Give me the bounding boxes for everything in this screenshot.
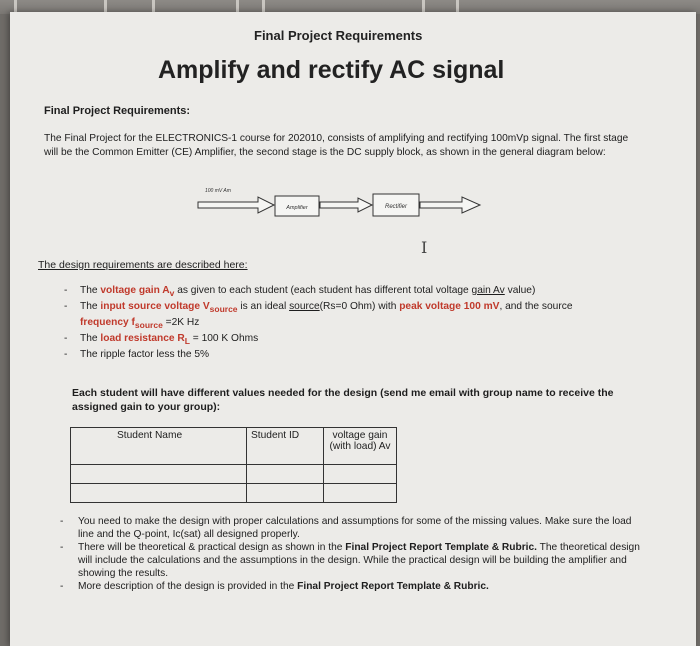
document-page[interactable] bbox=[10, 12, 696, 646]
arrow-output bbox=[420, 197, 480, 213]
header-voltage-gain: voltage gain (with load) Av bbox=[324, 428, 397, 465]
table-row bbox=[71, 484, 397, 503]
amplifier-box bbox=[275, 196, 319, 216]
design-requirements-heading: The design requirements are described here: bbox=[38, 259, 248, 271]
table-cell[interactable] bbox=[247, 465, 324, 484]
amplifier-label: Amplifier bbox=[286, 205, 308, 211]
intro-paragraph: The Final Project for the ELECTRONICS-1 course for 202010, consists of amplifying and rectifying 100mVp signal. The first stage will be the Common Emitter (CE) Amplifier, the second stage is the DC supply block, as shown in the general diagram below: bbox=[44, 133, 629, 158]
header-student-name: Student Name bbox=[71, 428, 247, 465]
table-cell[interactable] bbox=[71, 484, 247, 503]
table-cell[interactable] bbox=[71, 465, 247, 484]
top-title: Final Project Requirements bbox=[254, 28, 423, 43]
ruler-tick bbox=[14, 0, 17, 12]
ruler-tick bbox=[104, 0, 107, 12]
table-row bbox=[71, 465, 397, 484]
section-heading: Final Project Requirements: bbox=[44, 105, 191, 117]
arrow-input bbox=[198, 197, 274, 213]
group-gain-note: Each student will have different values needed for the design (send me email with group name to receive the assigned gain to your group): bbox=[72, 387, 614, 413]
table-cell[interactable] bbox=[324, 484, 397, 503]
table-cell[interactable] bbox=[324, 465, 397, 484]
bottom-notes-list bbox=[50, 515, 650, 593]
text-cursor-icon: I bbox=[421, 238, 428, 257]
block-diagram bbox=[190, 182, 490, 230]
requirements-list bbox=[64, 284, 624, 361]
note-item: - More description of the design is provided in the Final Project Report Template & Rubric. bbox=[60, 581, 489, 592]
ruler-tick bbox=[152, 0, 155, 12]
requirement-item: - The voltage gain $A_v$ as given to each student (each student has different total voltage gain Av value) bbox=[64, 285, 536, 299]
rectifier-box bbox=[373, 194, 419, 216]
ruler-tick bbox=[456, 0, 459, 12]
main-title: Amplify and rectify AC signal bbox=[158, 56, 505, 84]
arrow-middle bbox=[320, 198, 372, 212]
table-cell[interactable] bbox=[247, 484, 324, 503]
header-student-id: Student ID bbox=[247, 428, 324, 465]
student-gain-table bbox=[70, 427, 397, 503]
requirement-item: - The load resistance $R_L = 100$ K Ohms bbox=[64, 333, 259, 347]
diagram-input-label: 100 mV Am bbox=[205, 188, 231, 194]
ruler-tick bbox=[422, 0, 425, 12]
ruler-tick bbox=[262, 0, 265, 12]
table-header-row bbox=[71, 428, 397, 465]
note-item: - You need to make the design with proper calculations and assumptions for some of the missing values. Make sure the load line and the Q-point, Ic(sat) all designed properly. bbox=[60, 516, 632, 540]
rectifier-label: Rectifier bbox=[384, 204, 408, 210]
requirement-item: - The input source voltage $V_{source}$ is an ideal source(Rs=0 Ohm) with peak voltage 100 mV, and the source frequency $f_{source} =2K$ Hz bbox=[64, 301, 573, 331]
note-item: - There will be theoretical & practical design as shown in the Final Project Report Template & Rubric. The theoretical design will include the calculations and the assumptions in the design. While the practical design will be building the amplifier and showing the results. bbox=[60, 542, 640, 579]
ruler-tick bbox=[236, 0, 239, 12]
requirement-item: - The ripple factor less the 5% bbox=[64, 349, 210, 361]
